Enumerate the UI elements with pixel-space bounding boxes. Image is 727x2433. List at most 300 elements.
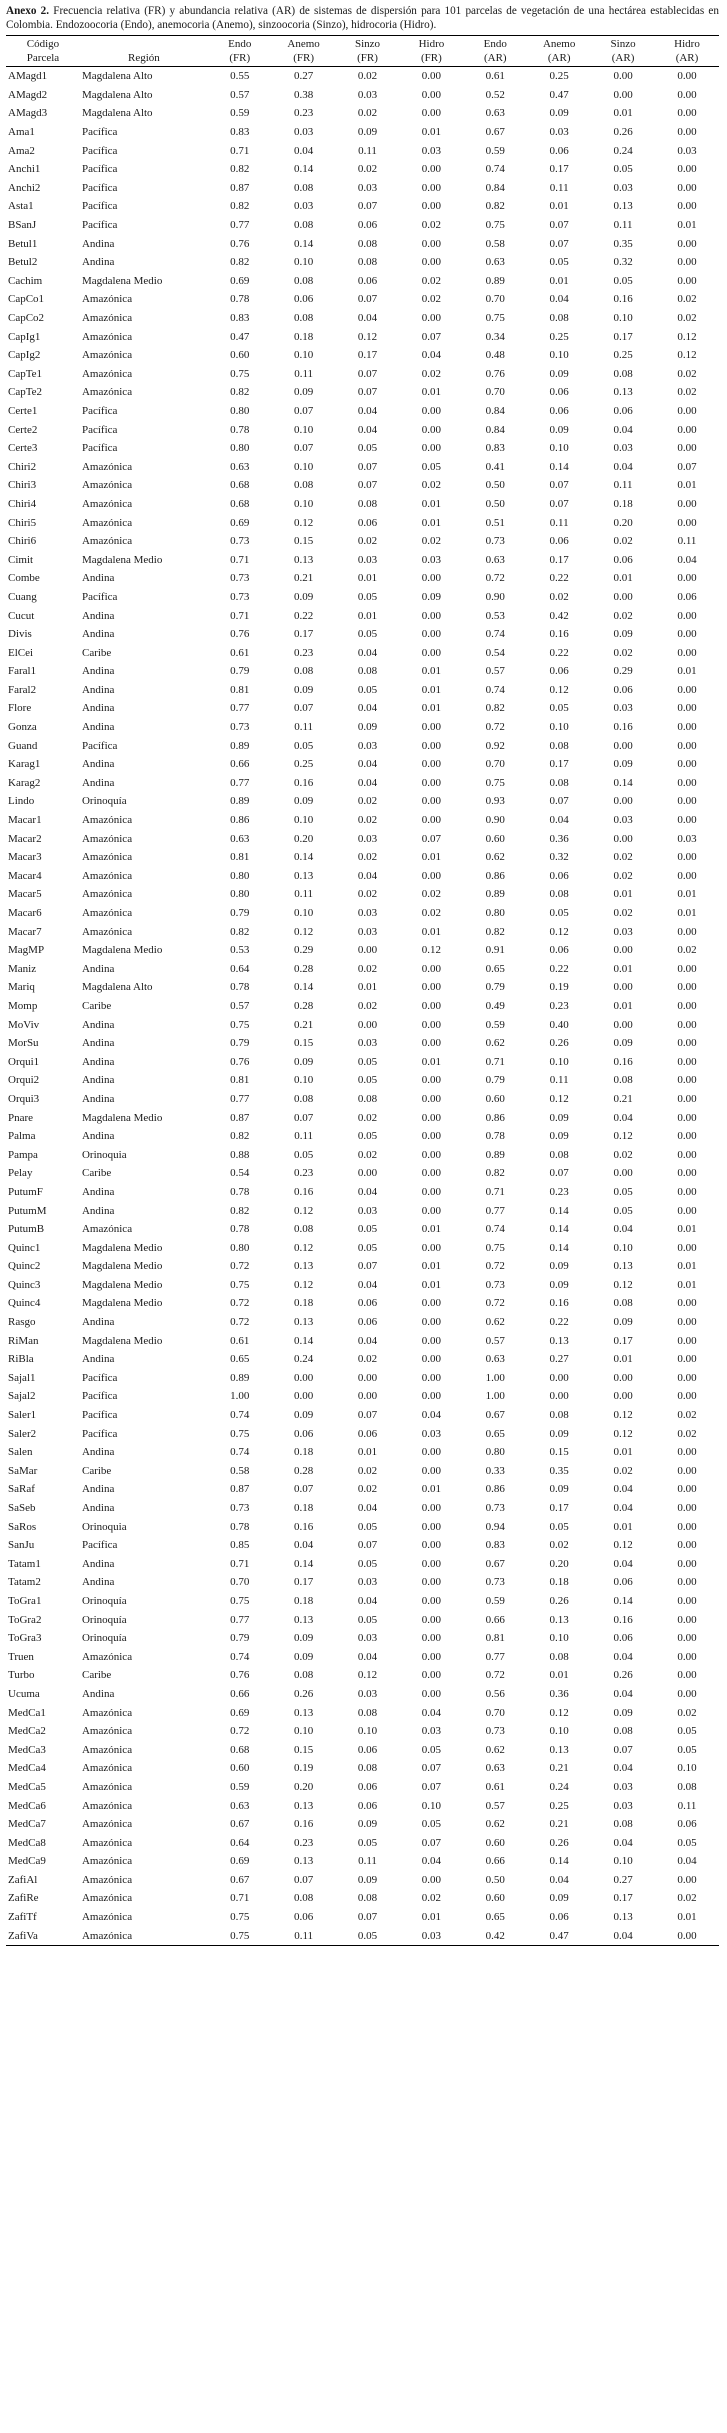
value-cell: 0.10	[677, 1762, 697, 1775]
value-cell: 0.02	[677, 312, 697, 325]
value-cell: 0.09	[549, 1130, 569, 1143]
value-cell: 0.02	[421, 293, 442, 306]
value-cell: 0.02	[613, 869, 633, 882]
value-cell: 0.12	[549, 925, 569, 938]
plot-code-cell: Cimit	[8, 553, 34, 566]
value-cell: 0.00	[421, 1371, 442, 1384]
value-cell: 0.10	[357, 1725, 378, 1738]
value-cell: 0.06	[677, 590, 697, 603]
value-cell: 0.00	[677, 1539, 697, 1552]
value-cell: 0.06	[357, 1427, 378, 1440]
value-cell: 0.83	[485, 442, 505, 455]
table-body	[6, 67, 719, 1946]
value-cell: 0.24	[613, 144, 633, 157]
value-cell: 0.11	[549, 1074, 569, 1087]
table-row	[6, 1164, 719, 1183]
value-cell: 0.84	[485, 181, 505, 194]
plot-code-cell: SaSeb	[8, 1502, 36, 1515]
value-cell: 0.02	[613, 1148, 633, 1161]
value-cell: 0.28	[293, 999, 314, 1012]
plot-code-cell: MagMP	[8, 944, 45, 957]
value-cell: 0.01	[549, 1669, 569, 1682]
value-cell: 0.00	[421, 1074, 442, 1087]
value-cell: 0.00	[677, 107, 697, 120]
table-row	[6, 495, 719, 514]
value-cell: 0.00	[421, 1018, 442, 1031]
value-cell: 0.00	[421, 181, 442, 194]
value-cell: 0.12	[549, 1706, 569, 1719]
column-header-line: (FR)	[229, 52, 251, 64]
value-cell: 0.08	[357, 665, 378, 678]
plot-code-cell: MoViv	[8, 1018, 40, 1031]
value-cell: 0.02	[357, 814, 378, 827]
dispersal-table	[6, 35, 719, 1946]
value-cell: 0.00	[421, 200, 442, 213]
value-cell: 0.72	[485, 1260, 505, 1273]
value-cell: 0.71	[230, 609, 250, 622]
region-cell: Magdalena Medio	[81, 1297, 163, 1310]
value-cell: 0.73	[230, 721, 250, 734]
plot-code-cell: ZafiAl	[8, 1873, 38, 1886]
region-cell: Amazónica	[81, 1780, 133, 1793]
region-cell: Pacífica	[81, 423, 118, 436]
value-cell: 0.01	[549, 200, 569, 213]
value-cell: 0.17	[549, 163, 569, 176]
value-cell: 0.08	[357, 256, 378, 269]
table-row	[6, 179, 719, 198]
value-cell: 0.03	[677, 144, 697, 157]
value-cell: 0.08	[613, 1074, 633, 1087]
region-cell: Andina	[81, 721, 115, 734]
value-cell: 0.03	[357, 739, 378, 752]
plot-code-cell: Certe3	[8, 442, 38, 455]
value-cell: 0.00	[677, 1316, 697, 1329]
value-cell: 0.16	[549, 628, 569, 641]
value-cell: 0.24	[549, 1780, 569, 1793]
value-cell: 0.78	[230, 981, 250, 994]
value-cell: 1.00	[230, 1390, 250, 1403]
value-cell: 0.00	[421, 1576, 442, 1589]
plot-code-cell: Palma	[8, 1130, 36, 1143]
region-cell: Andina	[81, 1130, 115, 1143]
value-cell: 0.08	[293, 181, 314, 194]
table-row	[6, 104, 719, 123]
value-cell: 0.21	[549, 1818, 569, 1831]
value-cell: 0.10	[293, 814, 314, 827]
region-cell: Andina	[81, 776, 115, 789]
plot-code-cell: Certe2	[8, 423, 38, 436]
value-cell: 0.05	[293, 739, 314, 752]
plot-code-cell: Maniz	[8, 962, 37, 975]
value-cell: 0.27	[293, 70, 314, 83]
value-cell: 0.00	[677, 758, 697, 771]
value-cell: 0.02	[357, 1111, 378, 1124]
value-cell: 0.06	[549, 404, 569, 417]
region-cell: Caribe	[81, 999, 112, 1012]
value-cell: 0.73	[485, 1576, 505, 1589]
value-cell: 0.68	[230, 1743, 250, 1756]
plot-code-cell: PutumB	[8, 1223, 45, 1236]
value-cell: 0.75	[230, 1594, 250, 1607]
value-cell: 0.09	[357, 1818, 378, 1831]
plot-code-cell: MedCa1	[8, 1706, 46, 1719]
region-cell: Pacífica	[81, 219, 118, 232]
value-cell: 0.08	[549, 312, 569, 325]
value-cell: 0.73	[230, 1502, 250, 1515]
value-cell: 0.04	[549, 293, 569, 306]
table-row	[6, 1815, 719, 1834]
value-cell: 0.00	[549, 1371, 569, 1384]
region-cell: Pacífica	[81, 1539, 118, 1552]
value-cell: 0.76	[230, 237, 250, 250]
value-cell: 0.08	[549, 1409, 569, 1422]
value-cell: 0.09	[549, 107, 569, 120]
value-cell: 0.01	[421, 126, 442, 139]
value-cell: 0.01	[677, 1911, 697, 1924]
value-cell: 0.86	[485, 1111, 505, 1124]
value-cell: 0.20	[613, 516, 633, 529]
value-cell: 0.06	[357, 1316, 378, 1329]
value-cell: 0.19	[549, 981, 569, 994]
value-cell: 0.00	[677, 1873, 697, 1886]
value-cell: 0.00	[677, 962, 697, 975]
value-cell: 0.09	[549, 1111, 569, 1124]
value-cell: 0.04	[293, 1539, 314, 1552]
value-cell: 0.00	[677, 1167, 697, 1180]
table-row	[6, 1443, 719, 1462]
value-cell: 0.81	[485, 1632, 505, 1645]
value-cell: 0.07	[293, 404, 314, 417]
value-cell: 0.16	[613, 721, 633, 734]
value-cell: 0.62	[485, 851, 505, 864]
value-cell: 0.60	[230, 349, 250, 362]
value-cell: 0.18	[549, 1576, 569, 1589]
value-cell: 0.85	[230, 1539, 250, 1552]
column-header	[655, 36, 719, 67]
column-header	[399, 36, 463, 67]
region-cell: Amazónica	[81, 1799, 133, 1812]
table-row	[6, 1592, 719, 1611]
value-cell: 0.10	[549, 1725, 569, 1738]
value-cell: 0.17	[549, 1502, 569, 1515]
value-cell: 0.13	[293, 1706, 314, 1719]
value-cell: 0.61	[485, 1780, 505, 1793]
plot-code-cell: Macar2	[8, 832, 42, 845]
value-cell: 0.06	[613, 404, 633, 417]
value-cell: 0.05	[357, 1130, 378, 1143]
value-cell: 0.00	[421, 1167, 442, 1180]
region-cell: Andina	[81, 1204, 115, 1217]
value-cell: 0.65	[230, 1353, 250, 1366]
region-cell: Amazónica	[81, 888, 133, 901]
value-cell: 0.79	[485, 981, 505, 994]
value-cell: 0.27	[549, 1353, 569, 1366]
value-cell: 0.00	[613, 739, 633, 752]
value-cell: 0.07	[357, 1539, 378, 1552]
region-cell: Pacífica	[81, 1390, 118, 1403]
value-cell: 0.00	[677, 1594, 697, 1607]
value-cell: 0.13	[293, 1613, 314, 1626]
table-row	[6, 272, 719, 291]
value-cell: 0.77	[230, 1092, 250, 1105]
column-header-line: (AR)	[547, 52, 571, 64]
value-cell: 0.09	[549, 1427, 569, 1440]
value-cell: 0.01	[421, 925, 442, 938]
value-cell: 0.77	[485, 1650, 505, 1663]
value-cell: 0.07	[357, 200, 378, 213]
plot-code-cell: Quinc3	[8, 1278, 41, 1291]
table-row	[6, 1573, 719, 1592]
value-cell: 0.03	[293, 126, 314, 139]
value-cell: 0.14	[293, 1334, 314, 1347]
value-cell: 0.92	[485, 739, 505, 752]
value-cell: 0.02	[421, 907, 442, 920]
value-cell: 0.04	[357, 1185, 378, 1198]
value-cell: 0.06	[357, 274, 378, 287]
value-cell: 0.00	[421, 404, 442, 417]
value-cell: 0.03	[357, 1632, 378, 1645]
value-cell: 0.09	[613, 758, 633, 771]
value-cell: 0.75	[230, 1427, 250, 1440]
value-cell: 0.61	[485, 70, 505, 83]
plot-code-cell: Cachim	[8, 274, 43, 287]
region-cell: Magdalena Medio	[81, 1278, 163, 1291]
value-cell: 0.10	[293, 423, 314, 436]
value-cell: 0.05	[677, 1743, 697, 1756]
value-cell: 0.05	[677, 1836, 697, 1849]
plot-code-cell: Flore	[8, 702, 32, 715]
value-cell: 0.00	[677, 1502, 697, 1515]
value-cell: 0.79	[230, 1037, 250, 1050]
value-cell: 0.50	[485, 479, 505, 492]
table-row	[6, 755, 719, 774]
value-cell: 0.69	[230, 1855, 250, 1868]
value-cell: 0.00	[677, 609, 697, 622]
value-cell: 0.01	[421, 702, 442, 715]
value-cell: 0.07	[549, 479, 569, 492]
value-cell: 0.04	[613, 1762, 633, 1775]
value-cell: 0.25	[549, 1799, 569, 1812]
region-cell: Amazónica	[81, 1911, 133, 1924]
value-cell: 0.04	[677, 1855, 697, 1868]
table-row	[6, 550, 719, 569]
value-cell: 0.02	[613, 851, 633, 864]
value-cell: 0.01	[421, 1911, 442, 1924]
region-cell: Orinoquia	[81, 1520, 127, 1533]
value-cell: 0.07	[613, 1743, 633, 1756]
column-header-line: Parcela	[26, 52, 60, 64]
value-cell: 0.00	[421, 628, 442, 641]
value-cell: 0.01	[677, 1278, 697, 1291]
value-cell: 0.63	[485, 1353, 505, 1366]
value-cell: 0.08	[613, 367, 633, 380]
plot-code-cell: MedCa8	[8, 1836, 46, 1849]
value-cell: 0.09	[293, 386, 314, 399]
value-cell: 0.12	[357, 330, 378, 343]
value-cell: 0.03	[613, 181, 633, 194]
plot-code-cell: BSanJ	[8, 219, 37, 232]
value-cell: 0.00	[421, 999, 442, 1012]
plot-code-cell: Sajal2	[8, 1390, 36, 1403]
value-cell: 0.23	[293, 107, 314, 120]
value-cell: 0.86	[485, 1483, 505, 1496]
region-cell: Caribe	[81, 646, 112, 659]
value-cell: 0.04	[357, 423, 378, 436]
value-cell: 0.76	[230, 628, 250, 641]
value-cell: 0.12	[677, 349, 697, 362]
value-cell: 0.00	[421, 70, 442, 83]
value-cell: 0.08	[357, 1892, 378, 1905]
table-row	[6, 867, 719, 886]
value-cell: 0.15	[293, 535, 314, 548]
value-cell: 0.64	[230, 1836, 250, 1849]
plot-code-cell: Orqui1	[8, 1055, 40, 1068]
value-cell: 0.11	[677, 1799, 697, 1812]
value-cell: 0.09	[613, 628, 633, 641]
table-header	[6, 36, 719, 67]
region-cell: Andina	[81, 572, 115, 585]
value-cell: 0.72	[230, 1260, 250, 1273]
value-cell: 0.06	[549, 144, 569, 157]
value-cell: 0.00	[421, 256, 442, 269]
plot-code-cell: Macar4	[8, 869, 42, 882]
region-cell: Orinoquia	[81, 1148, 127, 1161]
table-row	[6, 290, 719, 309]
table-row	[6, 625, 719, 644]
value-cell: 0.80	[230, 404, 250, 417]
value-cell: 0.00	[677, 1148, 697, 1161]
region-cell: Andina	[81, 1092, 115, 1105]
value-cell: 0.57	[230, 999, 250, 1012]
value-cell: 0.32	[613, 256, 633, 269]
value-cell: 0.11	[613, 219, 633, 232]
column-header	[208, 36, 272, 67]
value-cell: 0.08	[293, 219, 314, 232]
plot-code-cell: SaRos	[8, 1520, 37, 1533]
table-row	[6, 1703, 719, 1722]
value-cell: 0.02	[357, 1464, 378, 1477]
plot-code-cell: AMagd2	[8, 88, 48, 101]
value-cell: 0.07	[421, 330, 442, 343]
value-cell: 0.04	[613, 1111, 633, 1124]
value-cell: 0.02	[677, 386, 697, 399]
value-cell: 0.07	[549, 497, 569, 510]
value-cell: 0.03	[357, 1576, 378, 1589]
value-cell: 0.00	[677, 1130, 697, 1143]
table-row	[6, 402, 719, 421]
region-cell: Andina	[81, 758, 115, 771]
value-cell: 0.00	[677, 683, 697, 696]
region-cell: Orinoquía	[81, 1613, 127, 1626]
value-cell: 0.00	[421, 721, 442, 734]
value-cell: 0.81	[230, 851, 250, 864]
value-cell: 0.04	[677, 553, 697, 566]
value-cell: 0.01	[421, 683, 442, 696]
plot-code-cell: Quinc2	[8, 1260, 41, 1273]
value-cell: 0.08	[293, 1092, 314, 1105]
value-cell: 0.05	[357, 590, 378, 603]
value-cell: 0.06	[293, 1911, 314, 1924]
value-cell: 0.05	[357, 683, 378, 696]
value-cell: 0.00	[677, 572, 697, 585]
value-cell: 0.02	[677, 1409, 697, 1422]
value-cell: 0.81	[230, 683, 250, 696]
value-cell: 0.04	[357, 312, 378, 325]
table-row	[6, 811, 719, 830]
plot-code-cell: AMagd1	[8, 70, 48, 83]
value-cell: 0.05	[613, 1185, 633, 1198]
table-row	[6, 1871, 719, 1890]
value-cell: 0.10	[293, 460, 314, 473]
plot-code-cell: MedCa5	[8, 1780, 46, 1793]
plot-code-cell: Macar5	[8, 888, 42, 901]
value-cell: 0.78	[230, 1223, 250, 1236]
value-cell: 0.09	[549, 1892, 569, 1905]
value-cell: 0.12	[293, 1278, 314, 1291]
value-cell: 0.13	[293, 1260, 314, 1273]
value-cell: 0.14	[293, 163, 314, 176]
plot-code-cell: PutumF	[8, 1185, 43, 1198]
value-cell: 0.28	[293, 962, 314, 975]
value-cell: 0.14	[549, 1241, 569, 1254]
value-cell: 0.08	[357, 1092, 378, 1105]
value-cell: 0.00	[677, 1390, 697, 1403]
value-cell: 0.58	[485, 237, 505, 250]
region-cell: Andina	[81, 256, 115, 269]
value-cell: 0.72	[230, 1316, 250, 1329]
value-cell: 0.11	[358, 1855, 377, 1868]
header-row	[6, 36, 719, 67]
plot-code-cell: Cucut	[8, 609, 35, 622]
plot-code-cell: Saler2	[8, 1427, 37, 1440]
region-cell: Andina	[81, 1185, 115, 1198]
value-cell: 0.13	[613, 200, 633, 213]
value-cell: 0.74	[485, 1223, 505, 1236]
value-cell: 0.07	[677, 460, 697, 473]
plot-code-cell: Pnare	[8, 1111, 34, 1124]
value-cell: 0.00	[677, 1669, 697, 1682]
plot-code-cell: CapIg2	[8, 349, 41, 362]
column-header-line: Hidro	[674, 38, 700, 50]
value-cell: 0.09	[357, 1873, 378, 1886]
table-row	[6, 736, 719, 755]
region-cell: Amazónica	[81, 349, 133, 362]
value-cell: 0.63	[230, 1799, 250, 1812]
value-cell: 0.10	[549, 1055, 569, 1068]
value-cell: 0.00	[677, 1929, 697, 1942]
value-cell: 0.00	[677, 999, 697, 1012]
plot-code-cell: Tatam1	[8, 1557, 41, 1570]
value-cell: 0.04	[421, 1706, 442, 1719]
plot-code-cell: Certe1	[8, 404, 38, 417]
value-cell: 0.03	[677, 832, 697, 845]
value-cell: 0.65	[485, 1427, 505, 1440]
value-cell: 0.54	[230, 1167, 250, 1180]
value-cell: 0.67	[485, 126, 505, 139]
value-cell: 0.07	[549, 1167, 569, 1180]
value-cell: 0.01	[677, 907, 697, 920]
region-cell: Amazónica	[81, 1929, 133, 1942]
value-cell: 0.04	[613, 1687, 633, 1700]
value-cell: 0.00	[421, 572, 442, 585]
region-cell: Caribe	[81, 1669, 112, 1682]
plot-code-cell: Mariq	[8, 981, 35, 994]
value-cell: 0.04	[357, 1278, 378, 1291]
value-cell: 0.00	[421, 107, 442, 120]
value-cell: 0.74	[230, 1650, 250, 1663]
value-cell: 0.00	[421, 1334, 442, 1347]
value-cell: 0.14	[293, 1557, 314, 1570]
